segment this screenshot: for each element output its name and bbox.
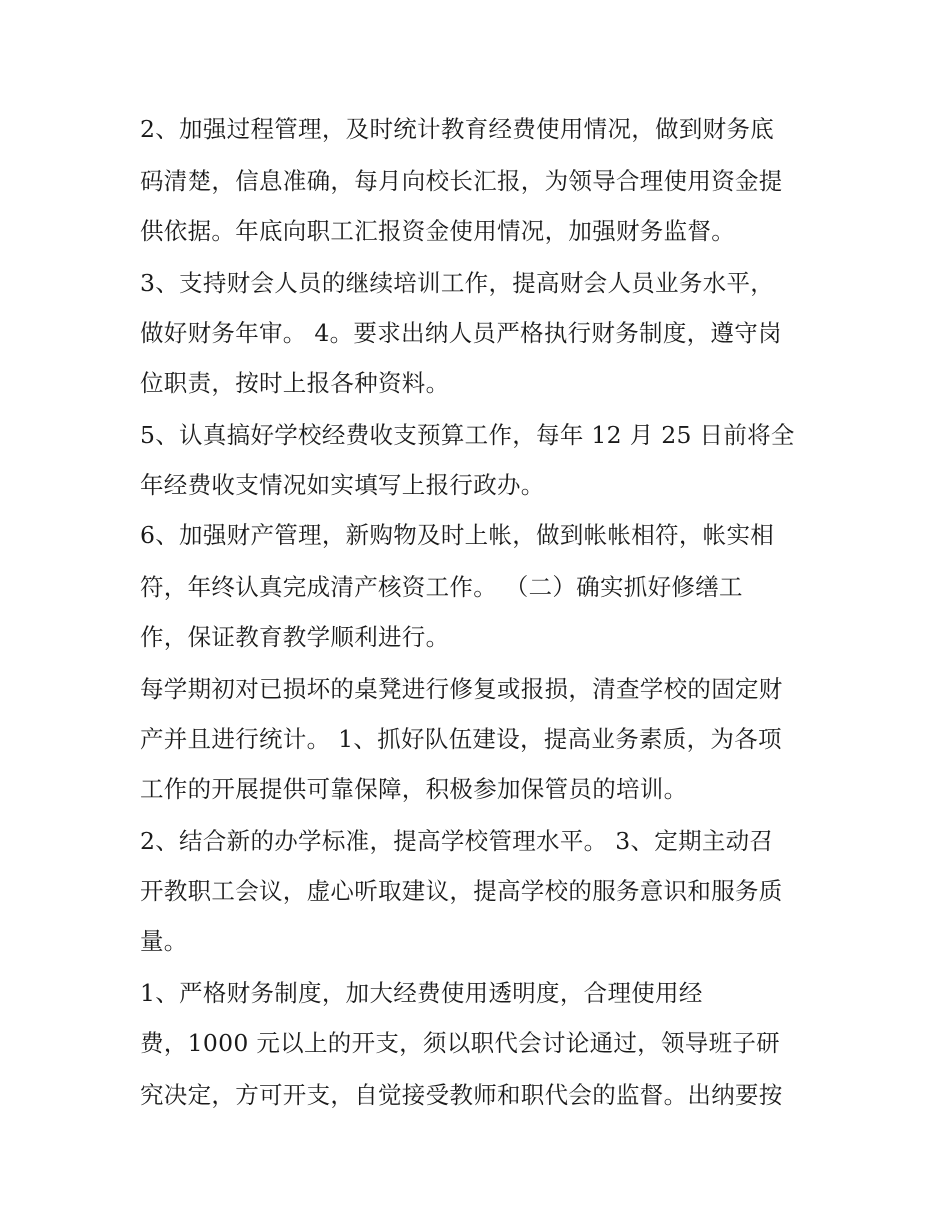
text-line: 产并且进行统计。 1、抓好队伍建设，提高业务素质，为各项 <box>140 725 782 753</box>
text-line: 作，保证教育教学顺利进行。 <box>140 623 450 651</box>
text-line: 位职责，按时上报各种资料。 <box>140 369 450 397</box>
text-line: 开教职工会议，虚心听取建议，提高学校的服务意识和服务质 <box>140 877 783 905</box>
text-line: 工作的开展提供可靠保障，积极参加保管员的培训。 <box>140 775 688 803</box>
text-line: 量。 <box>140 927 188 955</box>
text-line: 做好财务年审。 4。要求出纳人员严格执行财务制度，遵守岗 <box>140 319 782 347</box>
text-line: 每学期初对已损坏的桌凳进行修复或报损，清查学校的固定财 <box>140 675 783 703</box>
text-line: 2、加强过程管理，及时统计教育经费使用情况，做到财务底 <box>140 115 775 143</box>
text-line: 5、认真搞好学校经费收支预算工作，每年 12 月 25 日前将全 <box>140 421 795 449</box>
text-line: 6、加强财产管理，新购物及时上帐，做到帐帐相符，帐实相 <box>140 521 775 549</box>
text-line: 3、支持财会人员的继续培训工作，提高财会人员业务水平， <box>140 269 775 297</box>
text-line: 码清楚，信息准确，每月向校长汇报，为领导合理使用资金提 <box>140 167 783 195</box>
text-line: 1、严格财务制度，加大经费使用透明度，合理使用经 <box>140 979 703 1007</box>
text-line: 年经费收支情况如实填写上报行政办。 <box>140 471 545 499</box>
text-line: 费，1000 元以上的开支，须以职代会讨论通过，领导班子研 <box>140 1029 780 1057</box>
text-line: 供依据。年底向职工汇报资金使用情况，加强财务监督。 <box>140 217 735 245</box>
text-line: 符，年终认真完成清产核资工作。 （二）确实抓好修缮工 <box>140 573 743 601</box>
text-line: 2、结合新的办学标准，提高学校管理水平。 3、定期主动召 <box>140 827 774 855</box>
text-line: 究决定，方可开支，自觉接受教师和职代会的监督。出纳要按 <box>140 1081 783 1109</box>
